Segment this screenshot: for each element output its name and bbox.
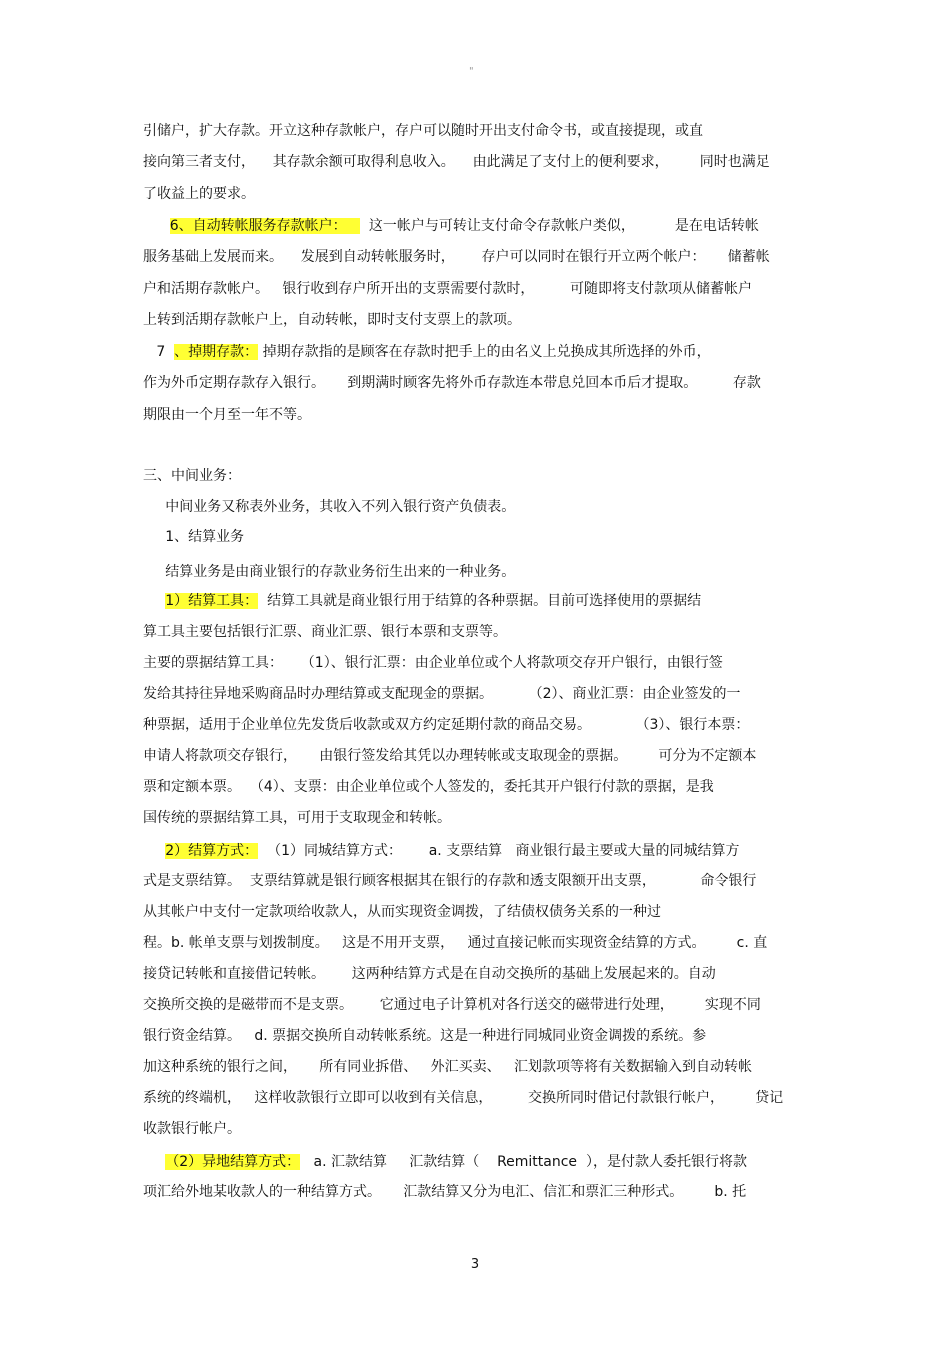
- text-line: 从其帐户中支付一定款项给收款人，从而实现资金调拨，了结债权债务关系的一种过: [143, 904, 661, 920]
- text-line: 发给其持往异地采购商品时办理结算或支配现金的票据。 （2）、商业汇票：由企业签发的一: [143, 686, 741, 702]
- text-line: 接贷记转帐和直接借记转帐。 这两种结算方式是在自动交换所的基础上发展起来的。自动: [143, 966, 716, 982]
- text-line: 系统的终端机， 这样收款银行立即可以收到有关信息， 交换所同时借记付款银行帐户， 贷记: [143, 1090, 784, 1106]
- text-line: 了收益上的要求。: [143, 186, 255, 202]
- page-number: 3: [470, 1257, 480, 1272]
- text-line: 6、自动转帐服务存款帐户： 这一帐户与可转让支付命令存款帐户类似， 是在电话转帐: [169, 218, 759, 234]
- text-line: 作为外币定期存款存入银行。 到期满时顾客先将外币存款连本带息兑回本币后才提取。 存款: [143, 375, 761, 391]
- subsection-heading: 1、结算业务: [143, 529, 245, 545]
- text-line: 算工具主要包括银行汇票、商业汇票、银行本票和支票等。: [143, 624, 507, 640]
- text-line: 1）结算工具： 结算工具就是商业银行用于结算的各种票据。目前可选择使用的票据结: [165, 593, 702, 609]
- text-line: 主要的票据结算工具： （1）、银行汇票：由企业单位或个人将款项交存开户银行，由银行签: [143, 655, 723, 671]
- text-line: 7 、掉期存款： 掉期存款指的是顾客在存款时把手上的由名义上兑换成其所选择的外币，: [143, 344, 711, 360]
- text-line: （2）异地结算方式： a. 汇款结算 汇款结算（ Remittance ），是付款人委托银行将款: [165, 1154, 747, 1170]
- text-line: 期限由一个月至一年不等。: [143, 407, 311, 423]
- header-mark: ": [469, 66, 474, 77]
- text-line: 收款银行帐户。: [143, 1121, 241, 1137]
- text-line: 票和定额本票。 （4）、支票：由企业单位或个人签发的，委托其开户银行付款的票据，是我: [143, 779, 714, 795]
- text-line: 中间业务又称表外业务，其收入不列入银行资产负债表。: [143, 499, 516, 515]
- text-line: 银行资金结算。 d. 票据交换所自动转帐系统。这是一种进行同城同业资金调拨的系统。参: [143, 1028, 707, 1044]
- text-line: 上转到活期存款帐户上，自动转帐，即时支付支票上的款项。: [143, 312, 521, 328]
- text-line: 引储户，扩大存款。开立这种存款帐户，存户可以随时开出支付命令书，或直接提现，或直: [143, 123, 703, 139]
- section-heading: 三、中间业务：: [143, 468, 241, 484]
- text-line: 接向第三者支付， 其存款余额可取得利息收入。 由此满足了支付上的便利要求， 同时也满足: [143, 154, 770, 170]
- text-line: 国传统的票据结算工具，可用于支取现金和转帐。: [143, 810, 451, 826]
- text-line: 项汇给外地某收款人的一种结算方式。 汇款结算又分为电汇、信汇和票汇三种形式。 b. 托: [143, 1184, 747, 1200]
- highlight-heading: 、掉期存款：: [174, 344, 259, 360]
- text-line: 申请人将款项交存银行， 由银行签发给其凭以办理转帐或支取现金的票据。 可分为不定额本: [143, 748, 757, 764]
- highlight-heading: 2）结算方式：: [165, 843, 259, 859]
- text-line: 服务基础上发展而来。 发展到自动转帐服务时， 存户可以同时在银行开立两个帐户： 储蓄帐: [143, 249, 770, 265]
- text-line: 2）结算方式： （1）同城结算方式： a. 支票结算 商业银行最主要或大量的同城结算方: [165, 843, 740, 859]
- text-line: 程。b. 帐单支票与划拨制度。 这是不用开支票， 通过直接记帐而实现资金结算的方式。 c. 直: [143, 935, 768, 951]
- text-line: 户和活期存款帐户。 银行收到存户所开出的支票需要付款时， 可随即将支付款项从储蓄帐户: [143, 281, 752, 297]
- highlight-heading: 1）结算工具：: [165, 593, 259, 609]
- highlight-heading: （2）异地结算方式：: [165, 1154, 301, 1170]
- text-line: 结算业务是由商业银行的存款业务衍生出来的一种业务。: [143, 564, 516, 580]
- text-line: 式是支票结算。 支票结算就是银行顾客根据其在银行的存款和透支限额开出支票， 命令银行: [143, 873, 757, 889]
- text-line: 交换所交换的是磁带而不是支票。 它通过电子计算机对各行送交的磁带进行处理， 实现不同: [143, 997, 761, 1013]
- text-line: 加这种系统的银行之间， 所有同业拆借、 外汇买卖、 汇划款项等将有关数据输入到自动转帐: [143, 1059, 752, 1075]
- highlight-heading: 6、自动转帐服务存款帐户：: [169, 218, 360, 234]
- text-line: 种票据，适用于企业单位先发货后收款或双方约定延期付款的商品交易。 （3）、银行本票：: [143, 717, 750, 733]
